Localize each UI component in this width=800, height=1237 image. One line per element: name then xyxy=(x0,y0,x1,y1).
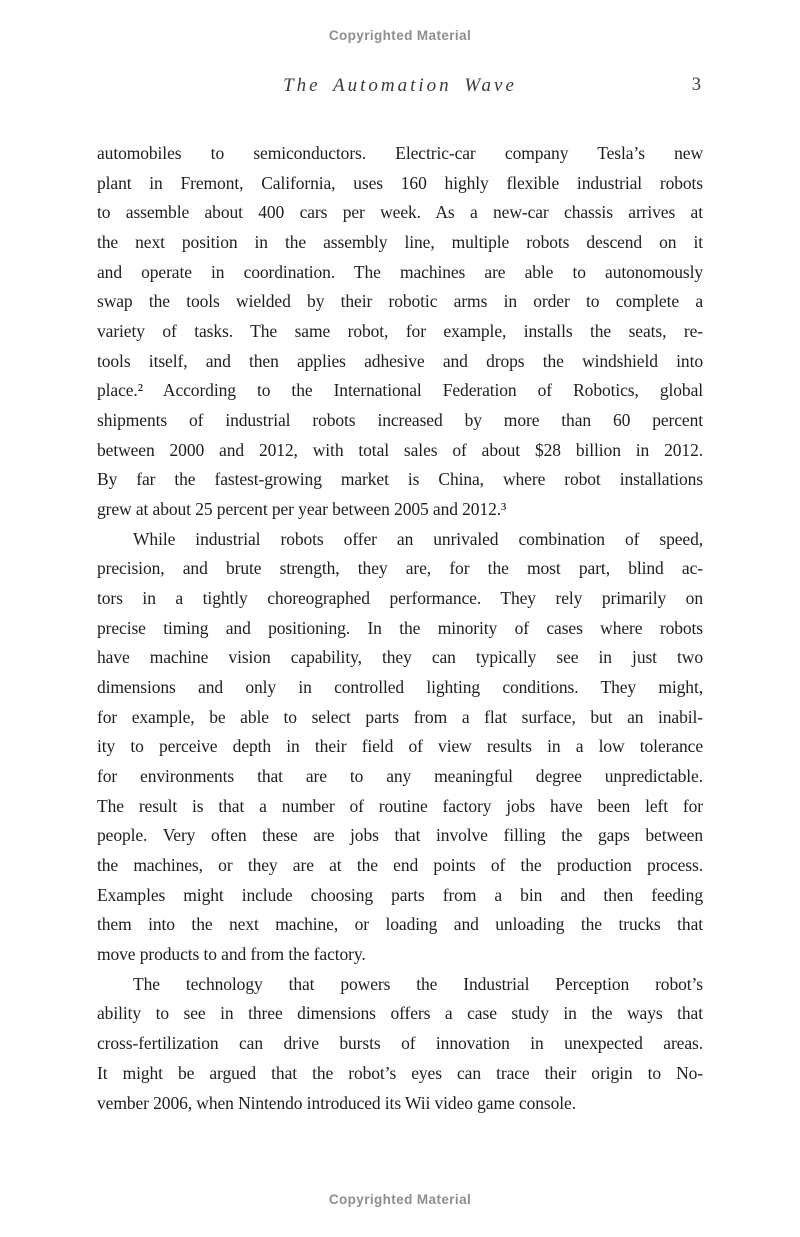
text-line: have machine vision capability, they can typically see in just two xyxy=(97,647,703,668)
text-line: the machines, or they are at the end points of the production process. xyxy=(97,855,703,876)
text-line: shipments of industrial robots increased by more than 60 percent xyxy=(97,410,703,431)
text-line: for example, be able to select parts from a flat surface, but an inabil- xyxy=(97,706,703,727)
text-line: them into the next machine, or loading and unloading the trucks that xyxy=(97,914,703,935)
copyright-notice-bottom: Copyrighted Material xyxy=(328,1192,472,1207)
text-line: vember 2006, when Nintendo introduced its Wii video game console. xyxy=(97,1092,576,1113)
page-number: 3 xyxy=(691,75,701,95)
text-line: automobiles to semiconductors. Electric-car company Tesla’s new xyxy=(97,143,703,163)
copyright-notice-top: Copyrighted Material xyxy=(328,28,472,43)
text-line: While industrial robots offer an unrivaled combination of speed, xyxy=(133,528,703,549)
text-line: between 2000 and 2012, with total sales of about $28 billion in 2012. xyxy=(97,439,703,460)
chapter-title: The Automation Wave xyxy=(283,75,517,96)
text-line: move products to and from the factory. xyxy=(97,944,366,965)
text-line: place.² According to the International Federation of Robotics, global xyxy=(97,380,703,401)
text-line: grew at about 25 percent per year between 2005 and 2012.³ xyxy=(97,499,507,520)
body-text xyxy=(97,139,703,1118)
text-line: plant in Fremont, California, uses 160 highly flexible industrial robots xyxy=(97,172,703,193)
text-line: ability to see in three dimensions offers a case study in the ways that xyxy=(97,1003,703,1024)
text-line: dimensions and only in controlled lighting conditions. They might, xyxy=(97,677,703,698)
running-header xyxy=(97,75,703,101)
text-line: tors in a tightly choreographed performance. They rely primarily on xyxy=(97,588,703,609)
text-line: and operate in coordination. The machines are able to autonomously xyxy=(97,261,703,282)
text-line: precise timing and positioning. In the minority of cases where robots xyxy=(97,617,703,638)
text-line: It might be argued that the robot’s eyes can trace their origin to No- xyxy=(97,1062,703,1083)
text-line: tools itself, and then applies adhesive and drops the windshield into xyxy=(97,350,703,371)
text-line: for environments that are to any meaningful degree unpredictable. xyxy=(97,766,703,787)
text-line: ity to perceive depth in their field of view results in a low tolerance xyxy=(97,736,703,757)
text-line: The result is that a number of routine factory jobs have been left for xyxy=(97,795,703,816)
text-line: The technology that powers the Industrial Perception robot’s xyxy=(133,973,703,994)
text-line: people. Very often these are jobs that involve filling the gaps between xyxy=(97,825,703,846)
text-line: to assemble about 400 cars per week. As a new-car chassis arrives at xyxy=(97,202,703,223)
text-line: variety of tasks. The same robot, for example, installs the seats, re- xyxy=(97,321,703,342)
text-line: swap the tools wielded by their robotic arms in order to complete a xyxy=(97,291,703,312)
text-line: Examples might include choosing parts from a bin and then feeding xyxy=(97,884,703,905)
text-line: cross-fertilization can drive bursts of innovation in unexpected areas. xyxy=(97,1033,703,1054)
text-line: the next position in the assembly line, multiple robots descend on it xyxy=(97,232,703,253)
text-line: precision, and brute strength, they are, for the most part, blind ac- xyxy=(97,558,703,579)
text-line: By far the fastest-growing market is China, where robot installations xyxy=(97,469,703,490)
